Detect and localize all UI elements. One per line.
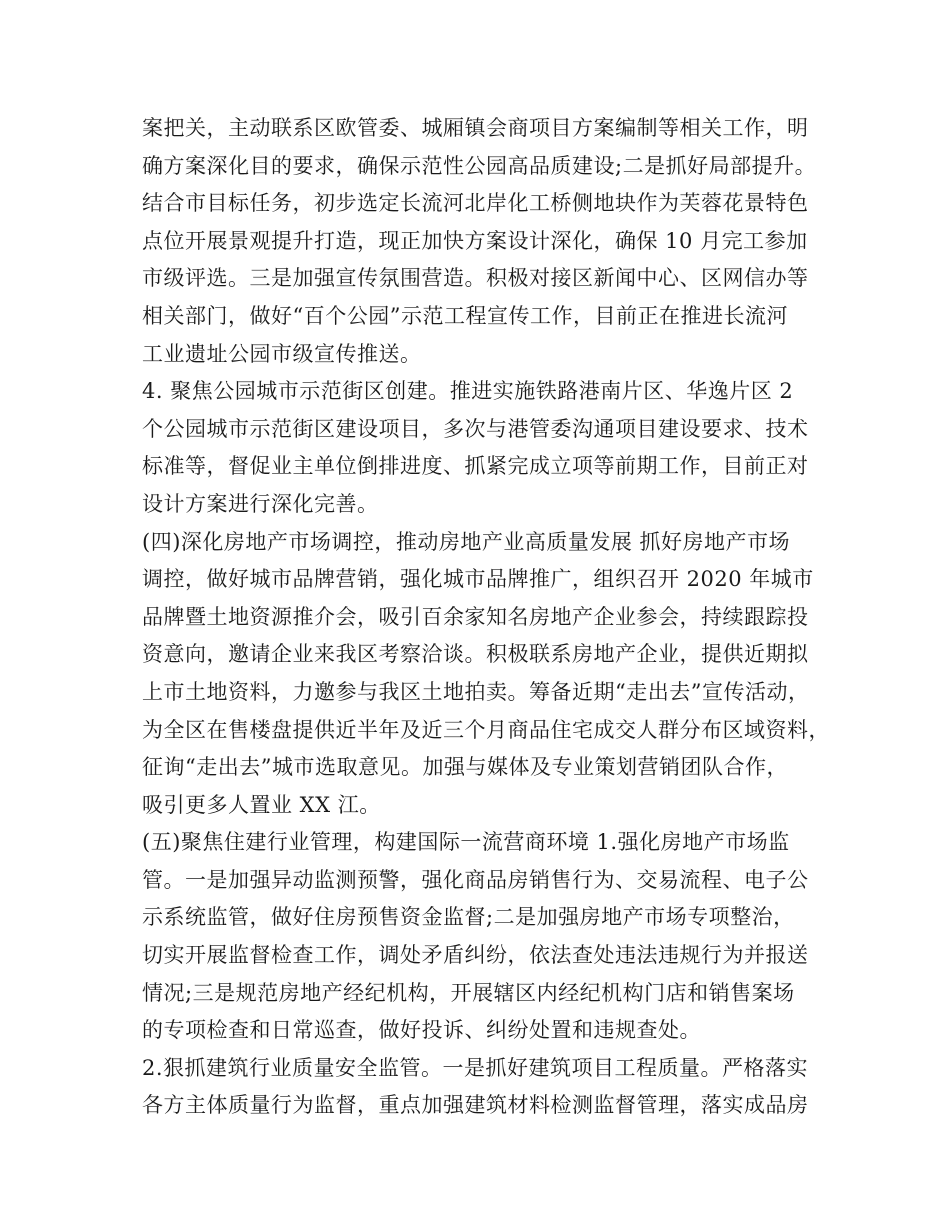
text-line: 切实开展监督检查工作，调处矛盾纠纷，依法查处违法违规行为并报送 <box>142 943 809 968</box>
text-line: 情况;三是规范房地产经纪机构，开展辖区内经纪机构门店和销售案场 <box>142 980 795 1005</box>
text-line: 为全区在售楼盘提供近半年及近三个月商品住宅成交人群分布区域资料， <box>142 717 830 742</box>
text-line: 2.狠抓建筑行业质量安全监管。一是抓好建筑项目工程质量。严格落实 <box>142 1055 809 1080</box>
text-line: 案把关，主动联系区欧管委、城厢镇会商项目方案编制等相关工作，明 <box>142 116 809 140</box>
text-line: 管。一是加强异动监测预警，强化商品房销售行为、交易流程、电子公 <box>142 867 809 892</box>
text-line: 个公园城市示范街区建设项目，多次与港管委沟通项目建设要求、技术 <box>142 416 809 441</box>
text-line: 确方案深化目的要求，确保示范性公园高品质建设;二是抓好局部提升。 <box>142 153 817 178</box>
text-line: 吸引更多人置业 XX 江。 <box>142 792 381 817</box>
text-line: 示系统监管，做好住房预售资金监督;二是加强房地产市场专项整治， <box>142 905 795 930</box>
text-line: 相关部门，做好“百个公园”示范工程宣传工作，目前正在推进长流河 <box>142 303 788 328</box>
text-line: 4. 聚焦公园城市示范街区创建。推进实施铁路港南片区、华逸片区 2 <box>142 379 794 404</box>
text-line: 设计方案进行深化完善。 <box>142 491 379 516</box>
text-line: (四)深化房地产市场调控，推动房地产业高质量发展 抓好房地产市场 <box>142 529 791 554</box>
text-line: 调控，做好城市品牌营销，强化城市品牌推广，组织召开 2020 年城市 <box>142 567 814 592</box>
text-line: 的专项检查和日常巡查，做好投诉、纠纷处置和违规查处。 <box>142 1018 701 1043</box>
text-line: 上市土地资料，力邀参与我区土地拍卖。筹备近期“走出去”宣传活动， <box>142 679 810 704</box>
text-line: 资意向，邀请企业来我区考察洽谈。积极联系房地产企业，提供近期拟 <box>142 642 809 667</box>
text-line: 征询“走出去”城市选取意见。加强与媒体及专业策划营销团队合作， <box>142 755 788 780</box>
text-line: 市级评选。三是加强宣传氛围营造。积极对接区新闻中心、区网信办等 <box>142 266 809 291</box>
text-line: 结合市目标任务，初步选定长流河北岸化工桥侧地块作为芙蓉花景特色 <box>142 191 809 216</box>
text-line: 品牌暨土地资源推介会，吸引百余家知名房地产企业参会，持续跟踪投 <box>142 604 809 629</box>
text-line: 标准等，督促业主单位倒排进度、抓紧完成立项等前期工作，目前正对 <box>142 454 809 479</box>
text-line: 点位开展景观提升打造，现正加快方案设计深化，确保 10 月完工参加 <box>142 228 808 253</box>
document-body <box>142 110 830 1125</box>
text-line: (五)聚焦住建行业管理，构建国际一流营商环境 1.强化房地产市场监 <box>142 830 790 855</box>
text-line: 各方主体质量行为监督，重点加强建筑材料检测监督管理，落实成品房 <box>142 1093 809 1118</box>
text-line: 工业遗址公园市级宣传推送。 <box>142 341 422 366</box>
